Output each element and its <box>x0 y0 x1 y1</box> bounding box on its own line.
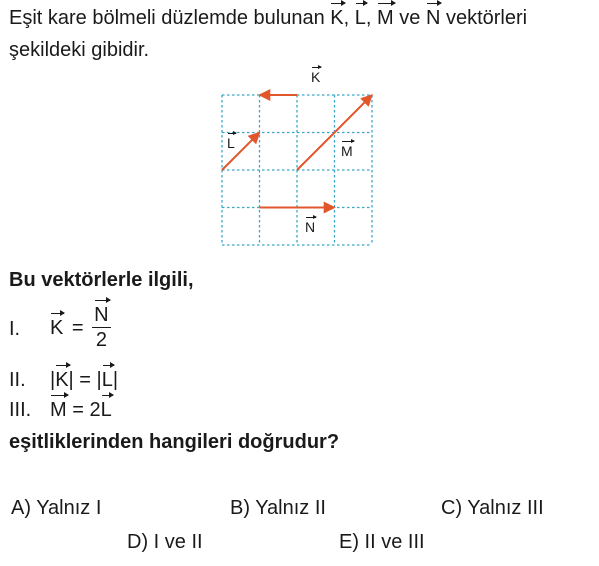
statement-3 <box>50 398 112 422</box>
statement-3-number: III. <box>9 399 32 421</box>
abs-bar: | <box>50 369 56 391</box>
option-e[interactable]: E) II ve III <box>339 531 425 553</box>
statement-1-k: K <box>50 316 64 339</box>
statement-2-equals: = <box>73 369 97 391</box>
abs-bar: | <box>68 369 74 391</box>
vector-m-letter: M <box>341 143 353 159</box>
option-d[interactable]: D) I ve II <box>127 531 203 553</box>
statement-2-k: K <box>55 369 69 391</box>
option-a[interactable]: A) Yalnız I <box>11 497 102 519</box>
statement-2-l: L <box>101 369 113 391</box>
statement-1-number: I. <box>9 318 21 340</box>
vector-l-letter: L <box>227 135 235 151</box>
vector-grid-figure <box>214 68 384 250</box>
fraction-numerator: N <box>94 304 109 326</box>
statement-2-number: II. <box>9 369 26 391</box>
conjunction: ve <box>393 7 426 29</box>
intro-text-end: vektörleri <box>440 7 528 29</box>
abs-bar: | <box>96 369 102 391</box>
intro-line-2: şekildeki gibidir. <box>9 39 150 61</box>
statement-1 <box>50 303 111 352</box>
intro-line-1 <box>9 6 527 30</box>
separator: , <box>365 7 378 29</box>
option-b[interactable]: B) Yalnız II <box>230 497 326 519</box>
option-c[interactable]: C) Yalnız III <box>441 497 544 519</box>
statement-1-equals: = <box>71 316 84 339</box>
fraction-denominator: 2 <box>95 329 107 351</box>
abs-bar: | <box>112 369 119 391</box>
figure-label-m <box>339 143 355 159</box>
figure-label-k <box>309 69 322 85</box>
vector-l-label: L <box>354 7 366 29</box>
figure-label-n <box>303 219 317 235</box>
vector-k-letter: K <box>311 69 321 85</box>
intro-text: Eşit kare bölmeli düzlemde bulunan <box>9 7 331 29</box>
figure-label-l <box>225 135 237 151</box>
question-lead: Bu vektörlerle ilgili, <box>9 269 194 291</box>
statement-2 <box>50 368 118 392</box>
separator: , <box>343 7 355 29</box>
statement-3-l: L <box>100 399 112 421</box>
vector-m-label: M <box>377 7 394 29</box>
question-closing: eşitliklerinden hangileri doğrudur? <box>9 431 340 453</box>
statement-3-equals: = 2 <box>66 399 101 421</box>
statement-1-fraction <box>92 303 110 352</box>
vector-n-label: N <box>425 7 441 29</box>
vector-n-letter: N <box>305 219 316 235</box>
vector-k-label: K <box>330 7 344 29</box>
statement-3-m: M <box>50 399 67 421</box>
